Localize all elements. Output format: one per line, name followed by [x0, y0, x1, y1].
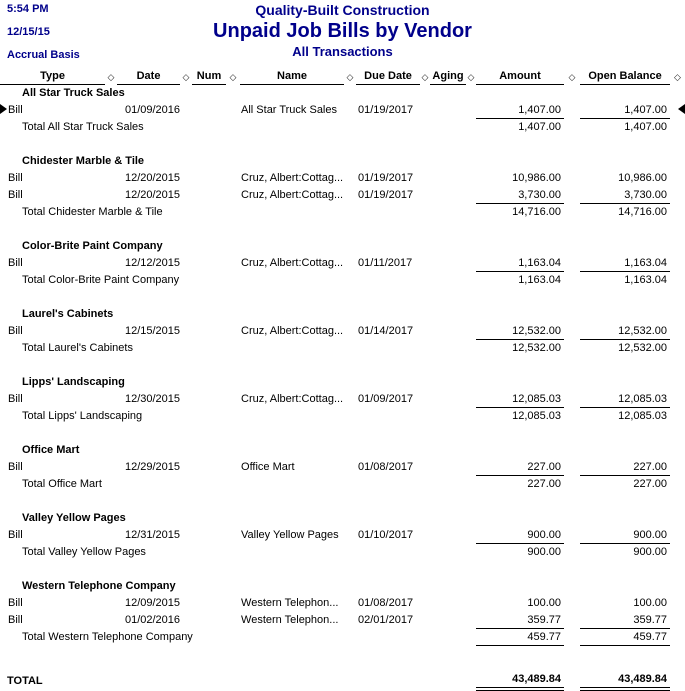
pre-total-spacer-row: [0, 645, 685, 671]
column-resize-diamond-icon[interactable]: ◇: [674, 72, 681, 82]
vendor-header-row: [0, 237, 685, 254]
cell-due-date: 01/11/2017: [358, 257, 413, 269]
column-header-row: [0, 66, 685, 84]
cell-amount: 1,407.00: [476, 101, 564, 118]
cell-open-balance: 12,532.00: [580, 322, 670, 339]
cell-due-date: 01/14/2017: [358, 325, 414, 337]
vendor-total-label: Total Valley Yellow Pages: [22, 546, 146, 558]
cell-aging: [430, 611, 466, 628]
bill-row[interactable]: [0, 390, 685, 407]
vendor-total-amount: 900.00: [527, 546, 562, 558]
vendor-total-open-balance: 1,163.04: [624, 274, 668, 286]
vendor-total-open-balance: 227.00: [633, 478, 668, 490]
company-name: Quality-Built Construction: [255, 2, 430, 18]
cell-num: [192, 526, 226, 543]
column-resize-diamond-icon[interactable]: ◇: [182, 72, 190, 82]
report-subtitle: All Transactions: [292, 44, 393, 59]
column-header-amount: Amount: [476, 66, 564, 84]
grand-total-label: TOTAL: [7, 675, 43, 687]
section-spacer-row: [0, 220, 685, 237]
cell-amount: 227.00: [476, 458, 564, 475]
cell-open-balance: 100.00: [633, 597, 668, 609]
cell-name: Valley Yellow Pages: [241, 529, 339, 541]
report-header: [0, 0, 685, 66]
cell-type: Bill: [8, 189, 23, 201]
cell-num: [192, 458, 226, 475]
cell-due-date: 01/19/2017: [358, 104, 414, 116]
cell-date: 12/12/2015: [124, 257, 181, 269]
vendor-total-amount: 227.00: [527, 478, 562, 490]
vendor-total-row: [0, 543, 685, 560]
report-titles: [0, 2, 685, 59]
column-resize-diamond-icon[interactable]: ◇: [421, 72, 429, 82]
bill-row[interactable]: [0, 322, 685, 339]
cell-due-date: 01/19/2017: [358, 172, 414, 184]
cell-open-balance: 1,407.00: [580, 101, 670, 118]
cell-num: [192, 101, 226, 118]
vendor-name: Lipps' Landscaping: [22, 376, 125, 388]
grand-total-row: [0, 671, 685, 689]
vendor-header-row: [0, 577, 685, 594]
cell-aging: [430, 458, 466, 475]
report-run-date: 12/15/15: [7, 26, 50, 38]
cell-name: Cruz, Albert:Cottag...: [241, 189, 344, 201]
cell-num: [192, 169, 226, 186]
vendor-name: Laurel's Cabinets: [22, 308, 114, 320]
cell-name: Cruz, Albert:Cottag...: [241, 257, 344, 269]
vendor-name: Chidester Marble & Tile: [22, 155, 145, 167]
cell-num: [192, 322, 226, 339]
cell-name: Cruz, Albert:Cottag...: [241, 393, 344, 405]
cell-type: Bill: [8, 172, 23, 184]
vendor-total-open-balance: 459.77: [580, 628, 670, 645]
cell-date: 01/02/2016: [124, 614, 181, 626]
section-spacer-row: [0, 356, 685, 373]
bill-row[interactable]: [0, 186, 685, 203]
vendor-header-row: [0, 373, 685, 390]
bill-row[interactable]: [0, 594, 685, 611]
bill-row[interactable]: [0, 169, 685, 186]
vendor-total-open-balance: 12,532.00: [618, 342, 668, 354]
cell-aging: [430, 186, 466, 203]
bill-row[interactable]: [0, 458, 685, 475]
vendor-total-label: Total Office Mart: [22, 478, 102, 490]
vendor-total-row: [0, 475, 685, 492]
cell-type: Bill: [8, 614, 23, 626]
cell-open-balance: 900.00: [580, 526, 670, 543]
cell-open-balance: 12,085.03: [580, 390, 670, 407]
column-header-type: Type: [0, 66, 105, 84]
cell-aging: [430, 594, 466, 611]
cell-num: [192, 611, 226, 628]
vendor-total-label: Total Chidester Marble & Tile: [22, 206, 163, 218]
bill-row[interactable]: [0, 611, 685, 628]
vendor-total-open-balance: 1,407.00: [624, 121, 668, 133]
row-selector-left-arrow-icon: [0, 104, 7, 114]
column-header-name: Name: [240, 66, 344, 84]
cell-date: 12/31/2015: [124, 529, 181, 541]
cell-open-balance: 359.77: [580, 611, 670, 628]
cell-aging: [430, 322, 466, 339]
column-resize-diamond-icon[interactable]: ◇: [229, 72, 237, 82]
vendor-total-open-balance: 14,716.00: [618, 206, 668, 218]
vendor-total-label: Total Color-Brite Paint Company: [22, 274, 180, 286]
vendor-total-row: [0, 203, 685, 220]
cell-aging: [430, 526, 466, 543]
cell-due-date: 01/19/2017: [358, 189, 414, 201]
cell-type: Bill: [8, 597, 23, 609]
vendor-total-open-balance: 12,085.03: [618, 410, 668, 422]
column-header-aging: Aging: [430, 66, 466, 84]
vendor-header-row: [0, 509, 685, 526]
report-basis: Accrual Basis: [7, 49, 80, 61]
cell-amount: 100.00: [527, 597, 562, 609]
cell-amount: 10,986.00: [512, 172, 562, 184]
vendor-total-label: Total Western Telephone Company: [22, 631, 193, 643]
cell-due-date: 01/09/2017: [358, 393, 414, 405]
cell-name: All Star Truck Sales: [241, 104, 337, 116]
report-time: 5:54 PM: [7, 3, 49, 15]
report-title: Unpaid Job Bills by Vendor: [213, 20, 472, 42]
section-spacer-row: [0, 288, 685, 305]
grand-total-amount: 43,489.84: [476, 671, 564, 689]
column-header-open-balance: Open Balance: [580, 66, 670, 84]
vendor-total-amount: 14,716.00: [512, 206, 562, 218]
cell-name: Western Telephon...: [241, 614, 339, 626]
vendor-name: All Star Truck Sales: [22, 87, 125, 99]
vendor-total-label: Total All Star Truck Sales: [22, 121, 144, 133]
cell-type: Bill: [8, 104, 23, 116]
cell-amount: 12,085.03: [476, 390, 564, 407]
column-resize-diamond-icon[interactable]: ◇: [107, 72, 115, 82]
cell-open-balance: 1,163.04: [580, 254, 670, 271]
vendor-header-row: [0, 305, 685, 322]
cell-due-date: 01/08/2017: [358, 461, 414, 473]
cell-num: [192, 594, 226, 611]
vendor-header-row: [0, 152, 685, 169]
vendor-name: Color-Brite Paint Company: [22, 240, 163, 252]
vendor-total-row: [0, 271, 685, 288]
cell-date: 12/20/2015: [124, 172, 181, 184]
bill-row[interactable]: [0, 526, 685, 543]
cell-name: Office Mart: [241, 461, 295, 473]
cell-date: 12/20/2015: [124, 189, 181, 201]
vendor-total-label: Total Lipps' Landscaping: [22, 410, 143, 422]
cell-date: 12/09/2015: [124, 597, 181, 609]
vendor-total-amount: 12,532.00: [512, 342, 562, 354]
cell-type: Bill: [8, 393, 23, 405]
vendor-total-amount: 1,407.00: [518, 121, 562, 133]
vendor-total-row: [0, 407, 685, 424]
cell-type: Bill: [8, 257, 23, 269]
vendor-total-row: [0, 118, 685, 135]
row-selector-right-arrow-icon: [678, 104, 685, 114]
grand-total-open-balance: 43,489.84: [580, 671, 670, 689]
cell-aging: [430, 101, 466, 118]
vendor-total-open-balance: 900.00: [633, 546, 668, 558]
vendor-total-amount: 1,163.04: [518, 274, 562, 286]
cell-name: Cruz, Albert:Cottag...: [241, 325, 344, 337]
column-resize-diamond-icon[interactable]: ◇: [568, 72, 576, 82]
cell-amount: 12,532.00: [476, 322, 564, 339]
cell-open-balance: 3,730.00: [580, 186, 670, 203]
cell-date: 12/30/2015: [124, 393, 181, 405]
column-header-due-date: Due Date: [356, 66, 420, 84]
cell-type: Bill: [8, 461, 23, 473]
cell-due-date: 01/08/2017: [358, 597, 414, 609]
cell-date: 12/15/2015: [124, 325, 181, 337]
cell-due-date: 01/10/2017: [358, 529, 414, 541]
cell-amount: 900.00: [476, 526, 564, 543]
vendor-header-row: [0, 84, 685, 101]
bill-row[interactable]: [0, 101, 685, 118]
cell-open-balance: 10,986.00: [618, 172, 668, 184]
cell-type: Bill: [8, 325, 23, 337]
section-spacer-row: [0, 135, 685, 152]
vendor-total-row: [0, 339, 685, 356]
section-spacer-row: [0, 492, 685, 509]
column-header-date: Date: [117, 66, 180, 84]
cell-num: [192, 390, 226, 407]
cell-date: 01/09/2016: [124, 104, 181, 116]
cell-amount: 1,163.04: [476, 254, 564, 271]
vendor-total-label: Total Laurel's Cabinets: [22, 342, 133, 354]
bill-row[interactable]: [0, 254, 685, 271]
cell-num: [192, 186, 226, 203]
cell-aging: [430, 169, 466, 186]
cell-num: [192, 254, 226, 271]
cell-type: Bill: [8, 529, 23, 541]
column-resize-diamond-icon[interactable]: ◇: [346, 72, 354, 82]
cell-open-balance: 227.00: [580, 458, 670, 475]
cell-name: Western Telephon...: [241, 597, 339, 609]
cell-due-date: 02/01/2017: [358, 614, 414, 626]
cell-name: Cruz, Albert:Cottag...: [241, 172, 344, 184]
vendor-total-amount: 459.77: [476, 628, 564, 645]
cell-date: 12/29/2015: [124, 461, 181, 473]
column-header-num: Num: [192, 66, 226, 84]
vendor-total-row: [0, 628, 685, 645]
vendor-name: Valley Yellow Pages: [22, 512, 126, 524]
vendor-name: Western Telephone Company: [22, 580, 176, 592]
cell-aging: [430, 390, 466, 407]
section-spacer-row: [0, 560, 685, 577]
vendor-name: Office Mart: [22, 444, 80, 456]
section-spacer-row: [0, 424, 685, 441]
vendor-header-row: [0, 441, 685, 458]
vendor-total-amount: 12,085.03: [512, 410, 562, 422]
report-table: [0, 66, 685, 691]
cell-amount: 359.77: [476, 611, 564, 628]
cell-amount: 3,730.00: [476, 186, 564, 203]
column-resize-diamond-icon[interactable]: ◇: [467, 72, 475, 82]
cell-aging: [430, 254, 466, 271]
